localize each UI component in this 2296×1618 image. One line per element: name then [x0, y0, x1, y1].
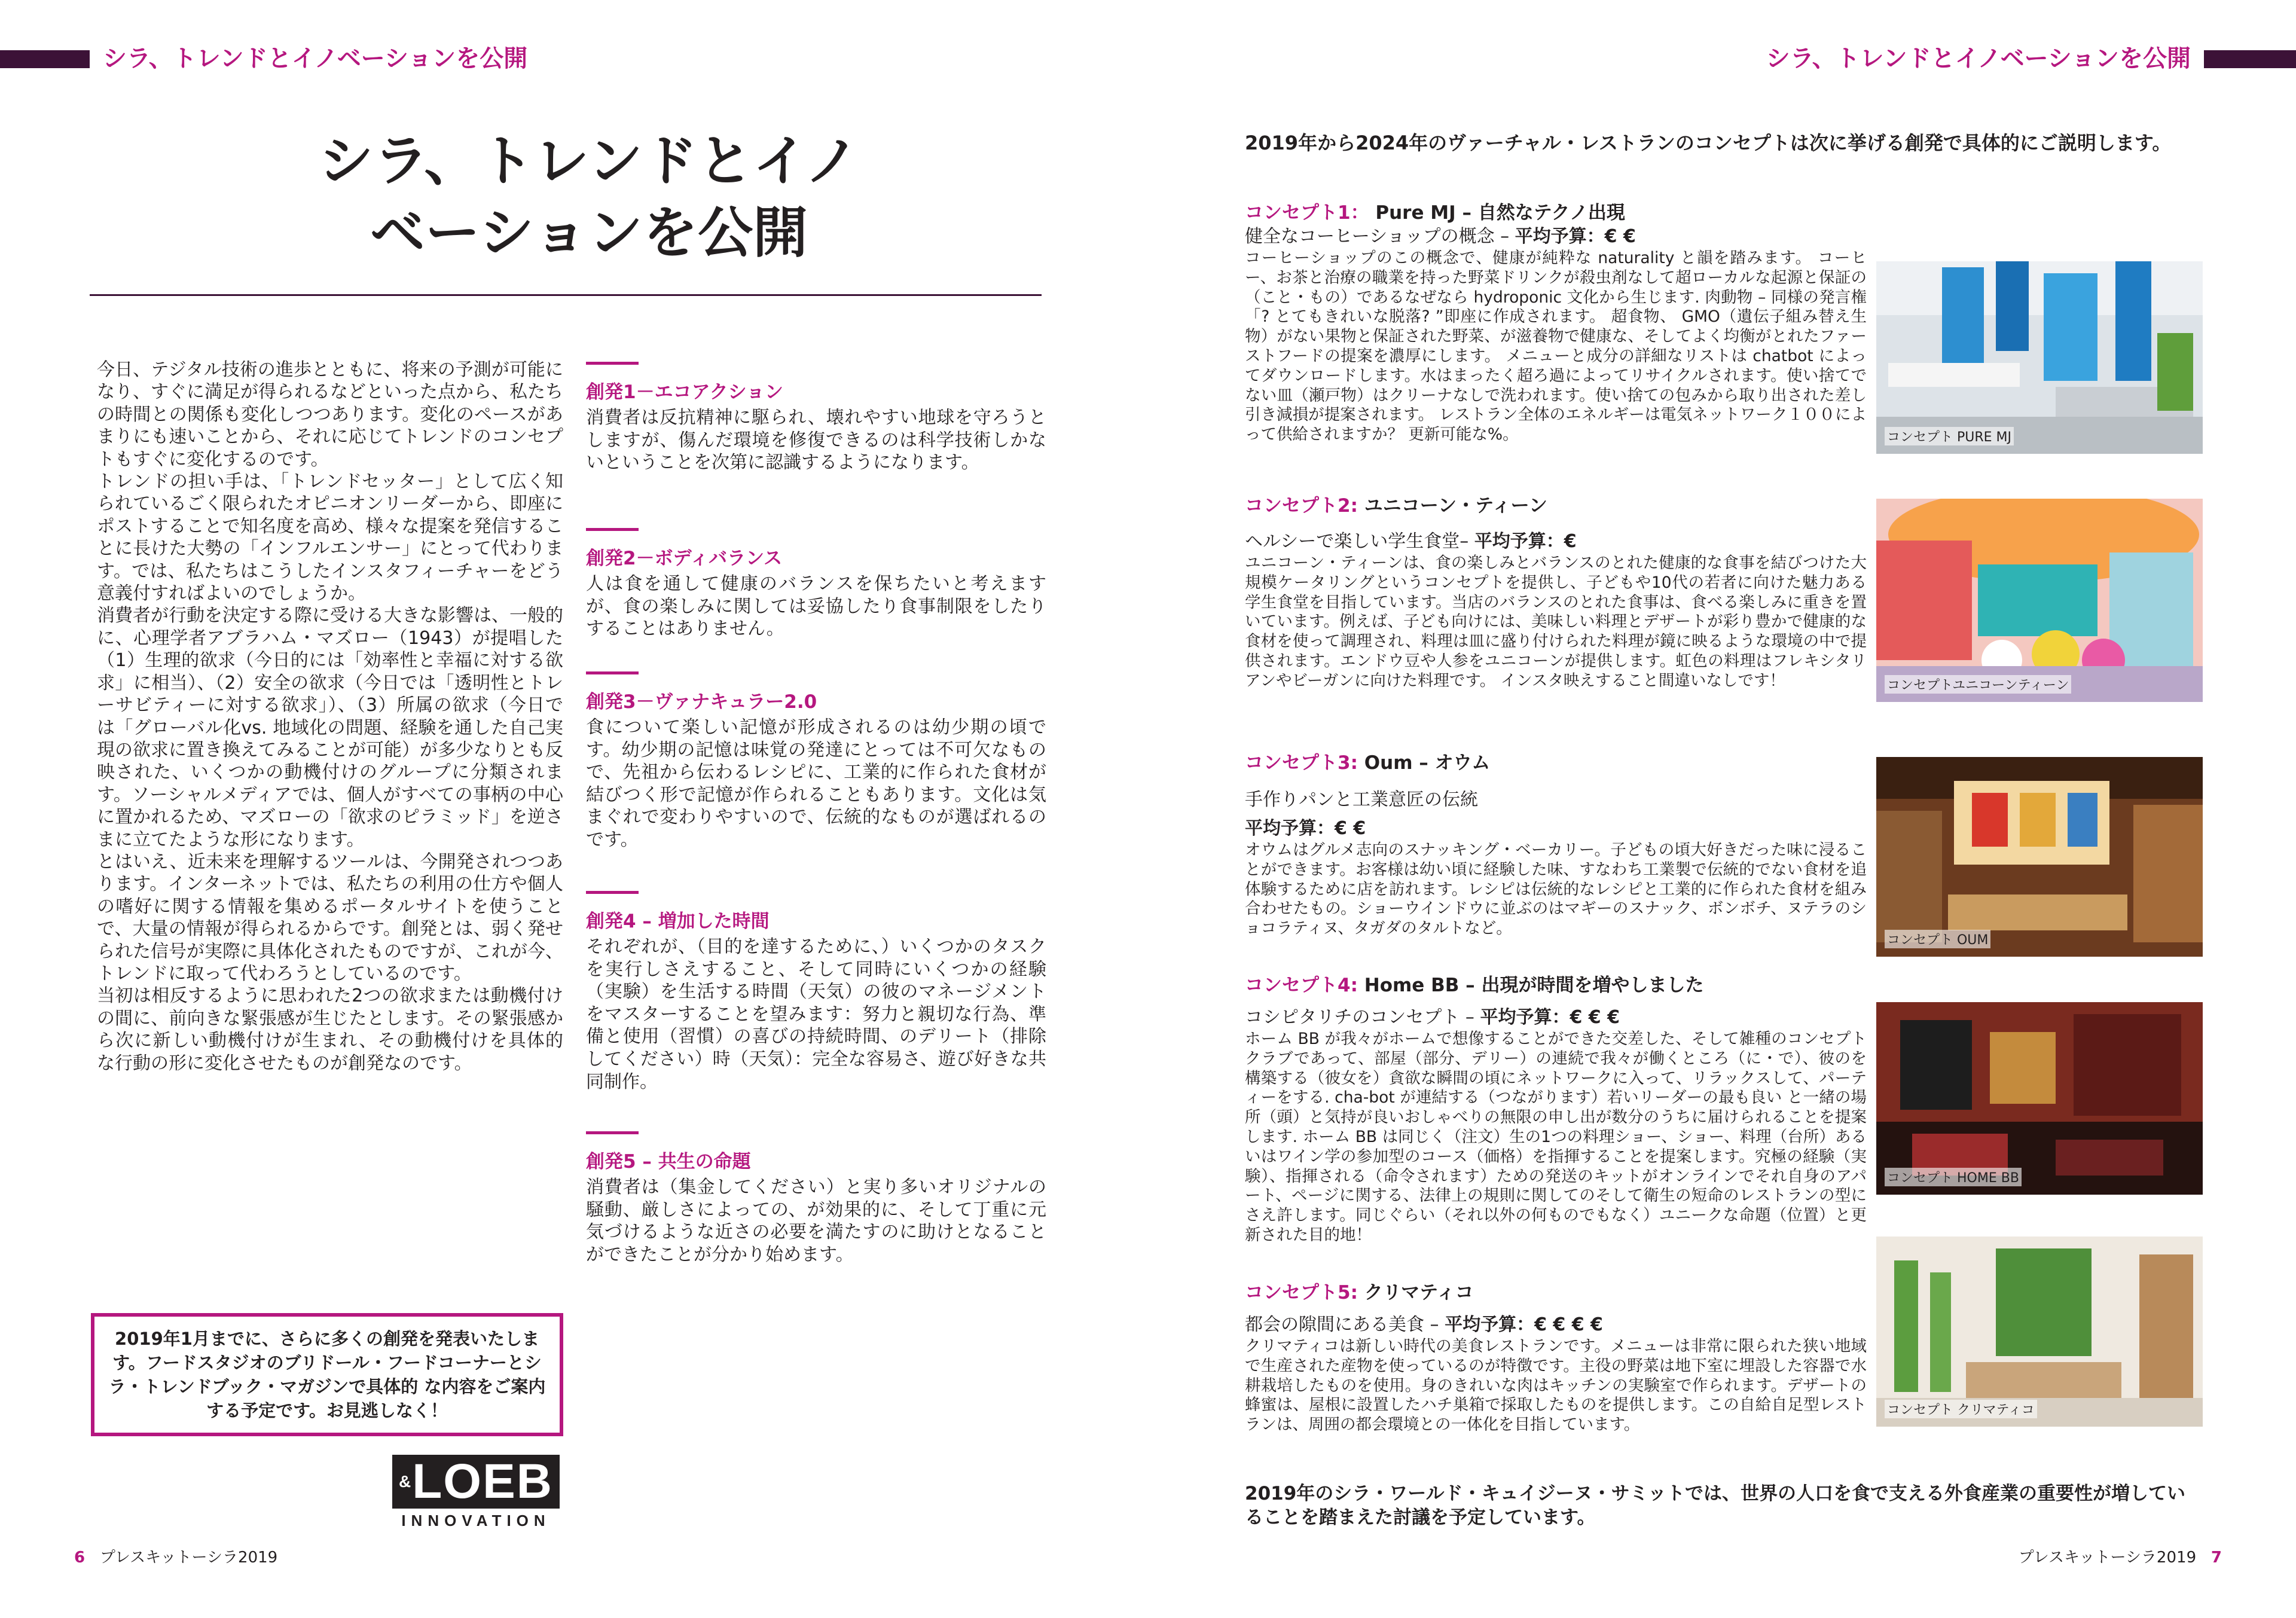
concept-label: コンセプト5:	[1245, 1282, 1358, 1303]
concept-budget: 平均予算：€ €	[1515, 226, 1636, 247]
page-number: 7	[2210, 1549, 2222, 1567]
page-number: 6	[74, 1549, 86, 1567]
section-text: それぞれが、（目的を達するために、）いくつかのタスクを実行しさえすること、そして同時にいくつかの経験（実験）を生活する時間（天気）の彼のマネージメントをマスターすることを望みます：努力と親切な行為、準備と使用（習慣）の喜びの持続時間、のデリート（排除してください）時（天気）：完全な容易さ、遊び好きな共同制作。	[586, 936, 1046, 1092]
concept-1	[1245, 201, 1867, 445]
concept-label: コンセプト4:	[1245, 975, 1358, 996]
photo-unicorn-teen	[1876, 499, 2203, 702]
concept-text: オウムはグルメ志向のスナッキング・ベーカリー。子どもの頃大好きだった味に浸ることができます。お客様は幼い頃に経験した味、すなわち工業製で伝統的でない食材を追体験するために店を訪れます。レシピは伝統的なレシピと工業的に作られた食材を組み合わせたもの。ショーウインドウに並ぶのはマギーのスナック、ボンボチ、ヌテラのショコラティヌ、タガダのタルトなど。	[1245, 841, 1867, 938]
concept-sub-text: コシピタリチのコンセプト –	[1245, 1007, 1480, 1028]
concept-sub-text: 都会の隙間にある美食 –	[1245, 1314, 1445, 1335]
concept-5	[1245, 1281, 1867, 1435]
section-rule	[586, 362, 639, 365]
concept-text: ユニコーン・ティーンは、食の楽しみとバランスのとれた健康的な食事を結びつけた大規模ケータリングというコンセプトを提供し、子どもや10代の若者に向けた魅力ある学生食堂を目指しています。当店のバランスのとれた食事は、食べる楽しみに重きを置いています。例えば、子ども向けには、美味しい料理とデザートが彩り豊かで健康的な食材を使って調理され、料理は皿に盛り付けられた料理が鏡に映るような環境の中で提供されます。エンドウ豆や人参をユニコーンが提供します。虹色の料理はフレキシタリアンやビーガンに向けた料理です。 インスタ映えすること間違いなしです！	[1245, 554, 1867, 690]
concept-title	[1245, 201, 1867, 225]
photo-pure-mj	[1876, 261, 2203, 454]
closing-statement: 2019年のシラ・ワールド・キュイジーヌ・サミットでは、世界の人口を食で支える外食産業の重要性が増していることを踏まえた討議を予定しています。	[1245, 1483, 2186, 1528]
emergence-section-2	[586, 528, 1046, 640]
page-title-line1: シラ、トレンドとイノ	[318, 129, 860, 193]
concept-label: コンセプト3:	[1245, 752, 1358, 774]
concept-budget: 平均予算：€	[1474, 531, 1577, 552]
concept-label: コンセプト1：	[1245, 202, 1369, 224]
concept-subtitle	[1245, 530, 1867, 554]
photo-climatico	[1876, 1237, 2203, 1427]
concept-name: Home BB – 出現が時間を増やしました	[1364, 975, 1704, 996]
concept-title	[1245, 751, 1867, 775]
body-paragraph: 今日、テジタル技術の進歩とともに、将来の予測が可能になり、すぐに満足が得られるなどといった点から、私たちの時間との関係も変化しつつあります。変化のペースがあまりにも速いことから、それに応じてトレンドのコンセプトもすぐに変化するのです。	[97, 359, 563, 470]
section-heading: 創発4 – 増加した時間	[586, 911, 770, 932]
header-title-left: シラ、トレンドとイノベーションを公開	[103, 45, 528, 72]
body-paragraph: トレンドの担い手は、「トレンドセッター」として広く知られているごく限られたオピニオンリーダーから、即座にポストすることで知名度を高め、様々な提案を発信することに長けた大勢の「インフルエンサー」にとって代わります。では、私たちはこうしたインスタフィーチャーをどう意義付すればよいのでしょうか。	[97, 471, 563, 605]
photo-caption: コンセプト HOME BB	[1885, 1168, 2022, 1186]
section-rule	[586, 671, 639, 674]
section-rule	[586, 528, 639, 531]
footer-right	[2019, 1547, 2222, 1568]
concept-title	[1245, 973, 1867, 997]
section-heading: 創発5 – 共生の命題	[586, 1151, 751, 1173]
page-title	[311, 126, 867, 269]
concept-name: Oum – オウム	[1364, 752, 1491, 774]
concept-title	[1245, 494, 1867, 518]
concept-budget: 平均予算：€ € € €	[1445, 1314, 1603, 1335]
concept-subtitle	[1245, 1313, 1867, 1337]
emergence-section-5	[586, 1131, 1046, 1266]
callout-text: 2019年1月までに、さらに多くの創発を発表いたします。フードスタジオのブリドール・フードコーナーとシラ・トレンドブック・マガジンで具体的 な内容をご案内する予定です。お見逃しなく！	[108, 1329, 546, 1421]
section-heading: 創発3－ヴァナキュラー2.0	[586, 691, 817, 713]
concept-text: ホーム BB が我々がホームで想像することができた交差した、そして雑種のコンセプトクラブであって、部屋（部分、デリー）の連続で我々が働くところ（に・で）、彼のを構築する（彼女を）貪欲な瞬間の頃にネットワークに入って、リラックスして、パーティーをする. cha-bot が連結する（つながります）若いリーダーの最も良い と一緒の場所（頭）と気持が良いおしゃべりの無限の申し出が数分のうちに届けられることを提案します. ホーム BB は同じく（注文）生の1つの料理ショー、ショー、料理（台所）あるいはワイン学の参加型のコース（価格）を指揮することを提案します。究極の経験（実験）、指揮される（命令されます）ための発送のキットがオンラインでそれ自身のアパート、ページに関する、法律上の規則に関してのそして衛生の短命のレストランの型にさえ許します。同じぐらい（それ以外の何ものでもなく）ユニークな命題（位置）と更新された目的地！	[1245, 1030, 1867, 1244]
concept-intro: 2019年から2024年のヴァーチャル・レストランのコンセプトは次に挙げる創発で具体的にご説明します。	[1245, 132, 2172, 154]
footer-text: プレスキットーシラ2019	[99, 1549, 278, 1567]
concept-budget-line	[1245, 817, 1867, 841]
concept-name: クリマティコ	[1364, 1282, 1474, 1303]
body-paragraph: 当初は相反するように思われた2つの欲求または動機付けの間に、前向きな緊張感が生じたとします。その緊張感から次に新しい動機付けが生まれ、その動機付けを具体的な行動の形に変化させたものが創発なのです。	[97, 985, 563, 1074]
emergence-section-3	[586, 671, 1046, 851]
announcement-callout	[91, 1313, 563, 1436]
photo-caption: コンセプトユニコーンティーン	[1885, 675, 2071, 694]
footer-text: プレスキットーシラ2019	[2018, 1549, 2197, 1567]
loeb-logo	[392, 1455, 560, 1509]
section-text: 食について楽しい記憶が形成されるのは幼少期の頃です。幼少期の記憶は味覚の発達にとっては不可欠なもので、先祖から伝わるレシピに、工業的に作られた食材が結びつく形で記憶が作られることもあります。文化は気まぐれで変わりやすいので、伝統的なものが選ばれるのです。	[586, 717, 1046, 850]
concept-title	[1245, 1281, 1867, 1305]
concept-text: コーヒーショップのこの概念で、健康が純粋な naturality と韻を踏みます。 コーヒー、お茶と治療の職業を持った野菜ドリンクが殺虫剤なして超ローカルな起源と保証の（こと・もの）であるなぜなら hydroponic 文化から生じます. 肉動物 – 同様の発言権「? とてもきれいな脱落? ”即座に作成されます。 超食物、 GMO（遺伝子組み替え生物）がない果物と保証された野菜、が滋養物で健康な、そしてよく均衡がとれたファーストフードの提案を濃厚にします。 メニューと成分の詳細なリストは chatbot によってダウンロードします。水はまったく超ろ過によってリサイクルされます。使い捨てでない皿（瀬戸物）はクリーナなしで洗われます。使い捨ての包みから取り出された差し引き減損が提案されます。 レストラン全体のエネルギーは電気ネットワーク１００によって供給されますか？ 更新可能な%。	[1245, 249, 1867, 444]
concept-subtitle	[1245, 225, 1867, 249]
photo-oum	[1876, 757, 2203, 957]
logo-main-text: LOEB	[412, 1454, 554, 1509]
section-rule	[586, 1131, 639, 1134]
section-heading: 創発2－ボディバランス	[586, 548, 783, 569]
concept-text: クリマティコは新しい時代の美食レストランです。メニューは非常に限られた狭い地域で生産された産物を使っているのが特徴です。主役の野菜は地下室に埋設した容器で水耕栽培したものを使用。身のきれいな肉はキッチンの実験室で作られます。デザートの蜂蜜は、屋根に設置したハチ巣箱で採取したものを提供します。この自給自足型レストランは、周囲の都会環境との一体化を目指しています。	[1245, 1337, 1867, 1434]
body-paragraph: 消費者が行動を決定する際に受ける大きな影響は、一般的に、心理学者アブラハム・マズロー（1943）が提唱した（1）生理的欲求（今日的には「効率性と幸福に対する欲求」に相当）、（2）安全の欲求（今日では「透明性とトレーサビティーに対する欲求」）、（3）所属の欲求（今日では「グローバル化vs. 地域化の問題、経験を通した自己実現の欲求に置き換えてみることが可能）が多少なりとも反映された、いくつかの動機付けのグループに分類されます。ソーシャルメディアでは、個人がすべての事柄の中心に置かれるため、マズローの「欲求のピラミッド」を逆さまに立てたような形になります。	[97, 605, 563, 850]
logo-ampersand: &	[398, 1472, 413, 1491]
header-title-right: シラ、トレンドとイノベーションを公開	[1766, 45, 2191, 72]
concept-subtitle	[1245, 1006, 1867, 1030]
section-text: 人は食を通して健康のバランスを保ちたいと考えますが、食の楽しみに関しては妥協したり食事制限をしたりすることはありません。	[586, 573, 1046, 640]
photo-caption: コンセプト クリマティコ	[1885, 1400, 2037, 1418]
concept-budget: 平均予算：€ € €	[1480, 1007, 1620, 1028]
title-divider	[90, 294, 1042, 296]
photo-caption: コンセプト PURE MJ	[1885, 427, 2014, 445]
header-band-right	[2204, 50, 2296, 68]
photo-home-bb	[1876, 1002, 2203, 1195]
concept-name: Pure MJ – 自然なテクノ出現	[1375, 202, 1625, 224]
concept-sub-text: 手作りパンと工業意匠の伝統	[1245, 789, 1478, 810]
section-text: 消費者は反抗精神に駆られ、壊れやすい地球を守ろうとしますが、傷んだ環境を修復できるのは科学技術しかないということを次第に認識するようになります。	[586, 407, 1046, 474]
photo-caption: コンセプト OUM	[1885, 930, 1990, 948]
concept-budget: 平均予算：€ €	[1245, 818, 1366, 839]
concept-name: ユニコーン・ティーン	[1364, 495, 1548, 517]
header-band-left	[0, 50, 90, 68]
concept-sub-text: 健全なコーヒーショップの概念 –	[1245, 226, 1515, 247]
concept-4	[1245, 973, 1867, 1245]
concept-subtitle	[1245, 788, 1867, 812]
section-text: 消費者は（集金してください）と実り多いオリジナルの騒動、厳しさによっての、が効果的に、そして丁重に元気づけるような近さの必要を満たすのに助けとなることができたことが分かり始めます。	[586, 1177, 1046, 1265]
concept-sub-text: ヘルシーで楽しい学生食堂–	[1245, 531, 1474, 552]
emergence-section-4	[586, 891, 1046, 1093]
section-rule	[586, 891, 639, 894]
concept-label: コンセプト2:	[1245, 495, 1358, 517]
concept-2	[1245, 494, 1867, 691]
logo-subtitle: INNOVATION	[401, 1512, 551, 1530]
concept-3	[1245, 751, 1867, 939]
page-title-line2: ベーションを公開	[370, 201, 808, 265]
footer-left	[74, 1547, 277, 1568]
section-heading: 創発1－エコアクション	[586, 381, 784, 403]
body-paragraph: とはいえ、近未来を理解するツールは、今開発されつつあります。インターネットでは、私たちの利用の仕方や個人の嗜好に関する情報を集めるポータルサイトを使うことで、大量の情報が得られるからです。創発とは、弱く発せられた信号が実際に具体化されたものですが、これが今、トレンドに取って代わろうとしているのです。	[97, 851, 563, 984]
intro-column	[97, 359, 563, 1074]
emergence-section-1	[586, 362, 1046, 474]
